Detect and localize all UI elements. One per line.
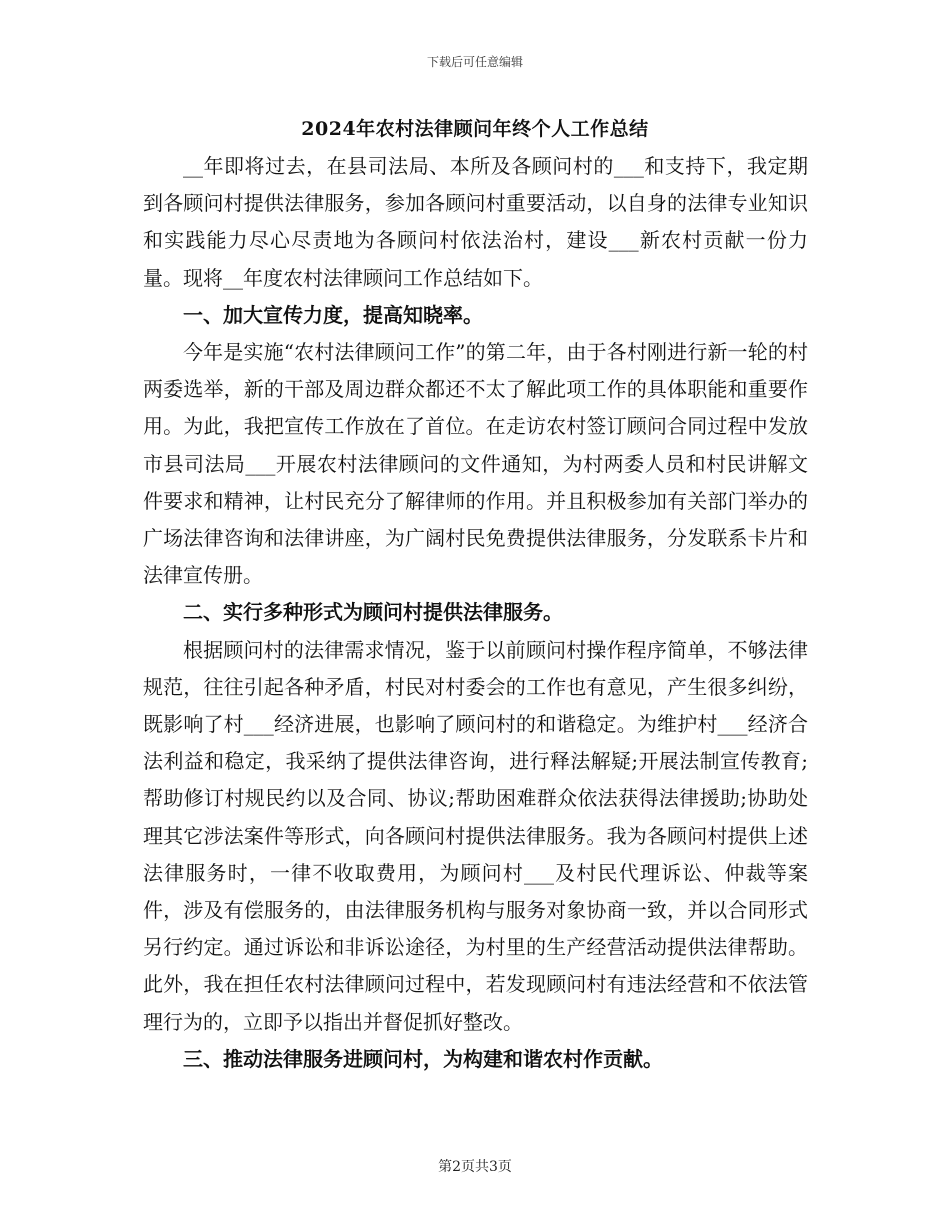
intro-paragraph: __年即将过去，在县司法局、本所及各顾问村的___和支持下，我定期到各顾问村提供法律服务，参加各顾问村重要活动，以自身的法律专业知识和实践能力尽心尽责地为各顾问村依法治村，建设___新农村贡献一份力量。现将__年度农村法律顾问工作总结如下。 — [143, 154, 808, 290]
section-heading-2: 二、实行多种形式为顾问村提供法律服务。 — [183, 600, 563, 625]
header-note: 下载后可任意编辑 — [426, 55, 523, 69]
section-2-paragraph: 根据顾问村的法律需求情况，鉴于以前顾问村操作程序简单，不够法律规范，往往引起各种矛盾，村民对村委会的工作也有意见，产生很多纠纷，既影响了村___经济进展，也影响了顾问村的和谐稳定。为维护村___经济合法利益和稳定，我采纳了提供法律咨询，进行释法解疑;开展法制宣传教育;帮助修订村规民约以及合同、协议;帮助困难群众依法获得法律援助;协助处理其它涉法案件等形式，向各顾问村提供法律服务。我为各顾问村提供上述法律服务时，一律不收取费用，为顾问村___及村民代理诉讼、仲裁等案件，涉及有偿服务的，由法律服务机构与服务对象协商一致，并以合同形式另行约定。通过诉讼和非诉讼途径，为村里的生产经营活动提供法律帮助。此外，我在担任农村法律顾问过程中，若发现顾问村有违法经营和不依法管理行为的，立即予以指出并督促抓好整改。 — [143, 637, 808, 1034]
section-heading-3: 三、推动法律服务进顾问村，为构建和谐农村作贡献。 — [183, 1046, 663, 1071]
document-title: 2024年农村法律顾问年终个人工作总结 — [301, 118, 649, 140]
section-heading-1: 一、加大宣传力度，提高知晓率。 — [183, 302, 483, 327]
page-number-footer: 第2页共3页 — [438, 1159, 512, 1175]
section-1-paragraph: 今年是实施“农村法律顾问工作”的第二年，由于各村刚进行新一轮的村两委选举，新的干部及周边群众都还不太了解此项工作的具体职能和重要作用。为此，我把宣传工作放在了首位。在走访农村签订顾问合同过程中发放市县司法局___开展农村法律顾问的文件通知，为村两委人员和村民讲解文件要求和精神，让村民充分了解律师的作用。并且积极参加有关部门举办的广场法律咨询和法律讲座，为广阔村民免费提供法律服务，分发联系卡片和法律宣传册。 — [143, 340, 808, 588]
document-body — [143, 148, 808, 1078]
